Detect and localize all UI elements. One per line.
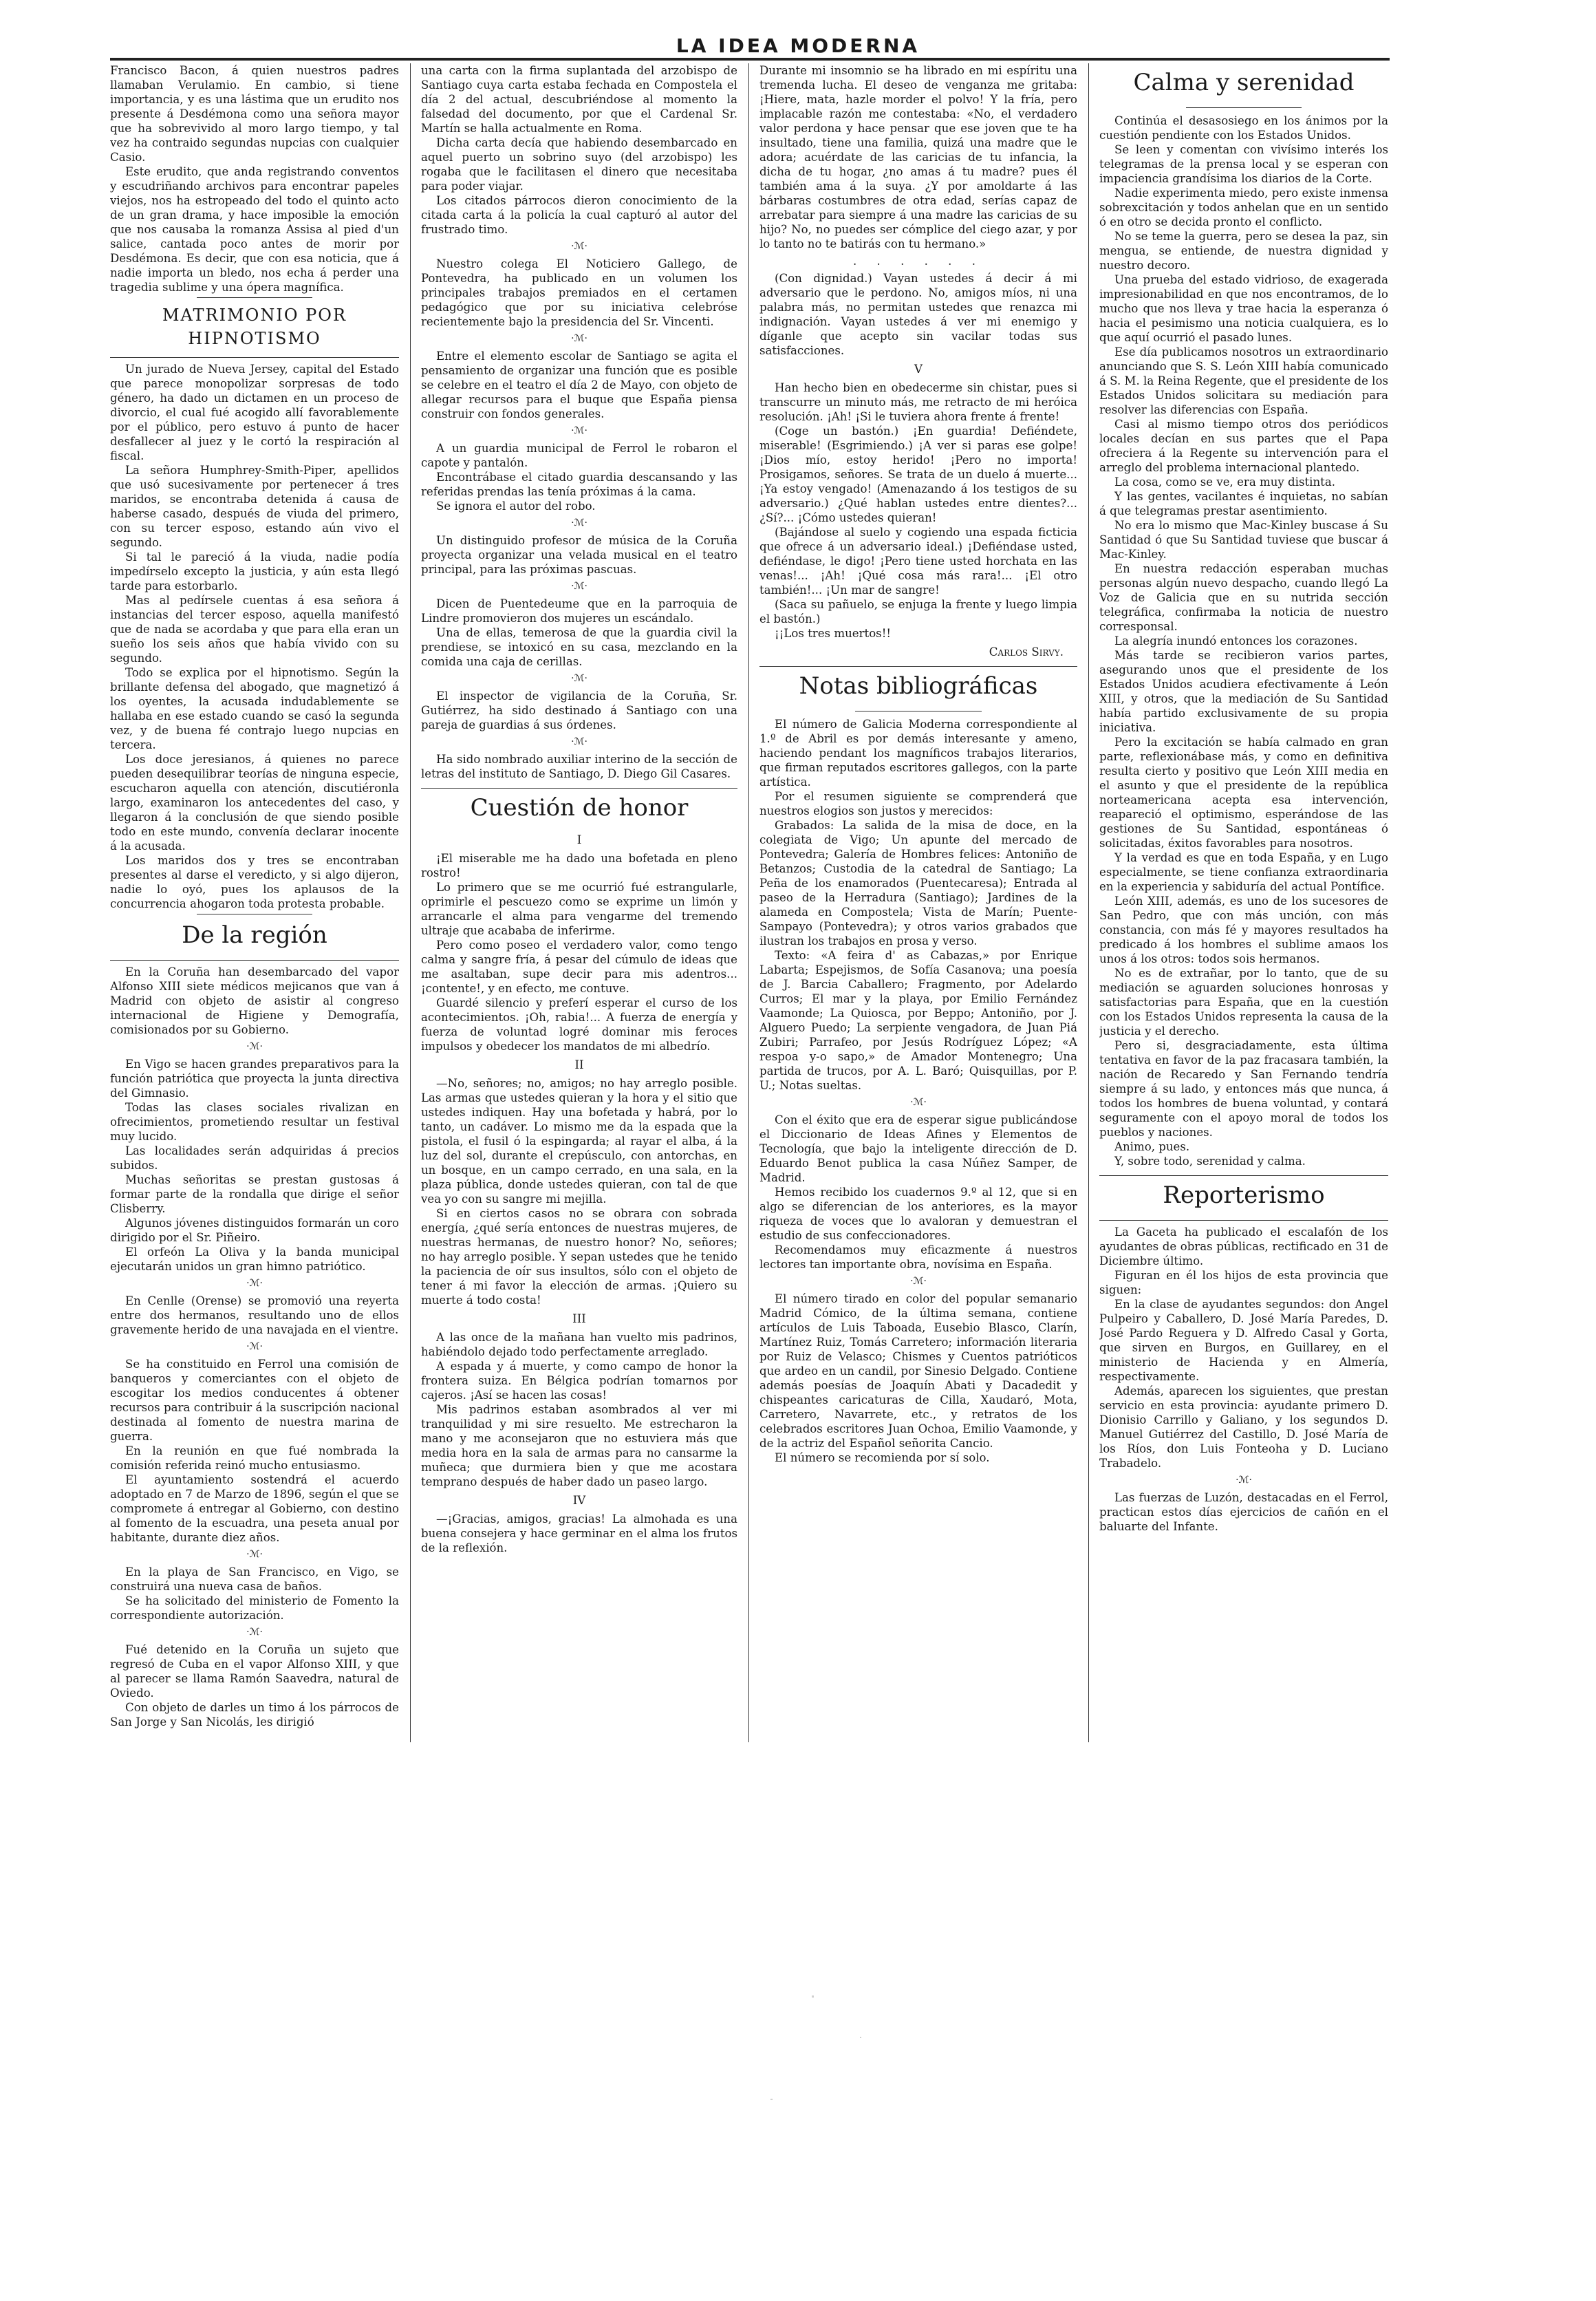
scan-speck [812,1995,814,1998]
paragraph: Han hecho bien en obedecerme sin chistar, pues si transcurre un minuto más, me retracto de mi heróica resolución. ¡Ah! ¡Si le tuviera ahora frente á frente! [759,381,1077,423]
paragraph: Muchas señoritas se prestan gustosas á formar parte de la rondalla que dirige el señor Clisberry. [110,1173,399,1215]
paragraph: Todas las clases sociales rivalizan en ofrecimientos, prometiendo resultar un festival muy lucido. [110,1101,399,1143]
paragraph: Durante mi insomnio se ha librado en mi espíritu una tremenda lucha. El deseo de venganza me gritaba: ¡Hiere, mata, hazle morder el polvo! Y la fría, pero implacable razón me contestaba: «No, el verdadero valor perdona y hace pensar que ese joven que te ha insultado, tiene una familia, quizá una madre que le adora; acuérdate de las caricias de tu infancia, la dicha de tu hogar, ¿no amas á tu madre? pues él también ama á la suya. ¿Y por amoldarte á las bárbaras costumbres de otra edad, serías capaz de arrebatar para siempre á una madre las caricias de su hijo? No, no puedes ser cómplice del ciego azar, y por lo tanto no te batirás con tu hermano.» [759,64,1077,250]
paragraph: Lo primero que se me ocurrió fué estrangularle, oprimirle el pescuezo como se exprime un limón y arrancarle el alma para vengarme del tremendo ultraje que acababa de inferirme. [421,881,737,937]
paragraph: No se teme la guerra, pero se desea la paz, sin mengua, se entiende, de nuestra dignidad y nuestro decoro. [1099,230,1388,272]
paragraph: Algunos jóvenes distinguidos formarán un coro dirigido por el Sr. Piñeiro. [110,1217,399,1244]
paragraph: Los doce jeresianos, á quienes no parece pueden desequilibrar teorías de ninguna especie, escucharon aquella con atención, discutiéronla largo, examinaron los antecedentes del caso, y llegaron á la conclusión de que siendo posible todo en este mundo, convenía declarar inocente á la acusada. [110,753,399,853]
paragraph: Ese día publicamos nosotros un extraordinario anunciando que S. S. León XIII había comunicado á S. M. la Reina Regente, que el presidente de los Estados Unidos solicitara su mediación para resolver las diferencias con España. [1099,345,1388,416]
paragraph: Un distinguido profesor de música de la Coruña proyecta organizar una velada musical en el teatro principal, para las próximas pascuas. [421,534,737,576]
paragraph: En la reunión en que fué nombrada la comisión referida reinó mucho entusiasmo. [110,1444,399,1472]
paragraph: En Cenlle (Orense) se promovió una reyerta entre dos hermanos, resultando uno de ellos gravemente herido de una navajada en el vientre. [110,1294,399,1336]
paragraph: Pero la excitación se había calmado en gran parte, reflexionábase más, y como en definitiva resulta cierto y positivo que León XIII media en el asunto y que el presidente de la república norteamericana acepta esa intervención, reapareció el optimismo, esperándose de las gestiones de Su Santidad, espontáneas ó solicitadas, éxitos favorables para nosotros. [1099,736,1388,850]
paragraph: una carta con la firma suplantada del arzobispo de Santiago cuya carta estaba fechada en Compostela el día 2 del actual, descubriéndose al momento la falsedad del documento, por que el Cardenal Sr. Martín se halla actualmente en Roma. [421,64,737,135]
paragraph: —¡Gracias, amigos, gracias! La almohada es una buena consejera y hace germinar en el alma los frutos de la reflexión. [421,1512,737,1554]
paragraph: Fué detenido en la Coruña un sujeto que regresó de Cuba en el vapor Alfonso XIII, y que al parecer se llama Ramón Saavedra, natural de Oviedo. [110,1643,399,1700]
ornament: ·ℳ· [1236,1475,1252,1486]
paragraph: Casi al mismo tiempo otros dos periódicos locales decían en sus partes que el Papa ofreciera á la Regente su intervención para el arreglo del problema internacional plantedo. [1099,418,1388,474]
ornament: ·ℳ· [571,333,587,344]
section-rule [759,666,1077,667]
paragraph: Nadie experimenta miedo, pero existe inmensa sobrexcitación y todos anhelan que en un sentido ó en otro se decida pronto el conflicto. [1099,186,1388,228]
section-rule [110,960,399,961]
ornament: ·ℳ· [571,425,587,436]
paragraph: Entre el elemento escolar de Santiago se agita el pensamiento de organizar una función que es posible se celebre en el teatro el día 2 de Mayo, con objeto de allegar recursos para el buque que España piensa construir con fondos generales. [421,350,737,420]
paragraph: Este erudito, que anda registrando conventos y escudriñando archivos para encontrar papeles viejos, nos ha estropeado del todo el quinto acto de un gran drama, y hace imposible la emoción que nos causaba la romanza Assisa al pied d'un salice, cantada poco antes de morir por Desdémona. Es decir, que con esa noticia, que á nadie importa un bledo, nos echa á perder una tragedia sublime y una ópera magnífica. [110,165,399,294]
paragraph: En la clase de ayudantes segundos: don Angel Pulpeiro y Caballero, D. José María Paredes, D. José Pardo Reguera y D. Alfredo Casal y Gorta, que sirven en Burgos, en Guillarey, en el ministerio de Hacienda y en Almería, respectivamente. [1099,1298,1388,1383]
paragraph: Mis padrinos estaban asombrados al ver mi tranquilidad y mi sire resuelto. Me estrecharon la mano y me aconsejaron que no estuviera más que media hora en la sala de armas para no cansarme la muñeca; que durmiera bien y que me acostara temprano después de haber dado un paseo largo. [421,1403,737,1488]
paragraph: Figuran en él los hijos de esta provincia que siguen: [1099,1269,1388,1296]
paragraph: En la playa de San Francisco, en Vigo, se construirá una nueva casa de baños. [110,1565,399,1593]
paragraph: —No, señores; no, amigos; no hay arreglo posible. Las armas que ustedes quieran y la hora y el sitio que ustedes indiquen. Hay una bofetada y habrá, por lo tanto, un cadáver. Lo mismo me da la espada que la pistola, el fusil ó la espingarda; al rayar el alba, á la luz del sol, durante el crepúsculo, con antorchas, en un bosque, en un campo cerrado, en una sala, en la plaza pública, donde ustedes quieran, con tal de que vea yo con su sangre mi mejilla. [421,1077,737,1206]
paragraph: En la Coruña han desembarcado del vapor Alfonso XIII siete médicos mejicanos que van á Madrid con objeto de asistir al congreso internacional de Higiene y Demografía, comisionados por su Gobierno. [110,965,399,1036]
paragraph: Recomendamos muy eficazmente á nuestros lectores tan importante obra, novísima en España. [759,1243,1077,1271]
paragraph: Nuestro colega El Noticiero Gallego, de Pontevedra, ha publicado en un volumen los principales trabajos premiados en el certamen pedagógico que por su iniciativa celebróse recientemente bajo la presidencia del Sr. Vincenti. [421,257,737,328]
ornament: ·ℳ· [246,1278,263,1289]
column-1 [110,63,399,1742]
section-number: IV [572,1494,586,1507]
paragraph: A espada y á muerte, y como campo de honor la frontera suiza. En Bélgica podrían tomarnos por cajeros. ¡Así se hacen las cosas! [421,1360,737,1402]
paragraph: Se ha solicitado del ministerio de Fomento la correspondiente autorización. [110,1594,399,1622]
paragraph: El número de Galicia Moderna correspondiente al 1.º de Abril es por demás interesante y ameno, haciendo pendant los magníficos trabajos literarios, que firman reputados escritores gallegos, con la parte artística. [759,718,1077,789]
column-separator [410,63,411,1742]
paragraph: El inspector de vigilancia de la Coruña, Sr. Gutiérrez, ha sido destinado á Santiago con una pareja de guardias á sus órdenes. [421,689,737,731]
section-rule [421,788,737,789]
section-rule [1099,1175,1388,1176]
paragraph: Se ignora el autor del robo. [436,500,596,513]
paragraph: Texto: «A feira d' as Cabazas,» por Enrique Labarta; Espejismos, de Sofía Casanova; una poesía de J. Barcia Caballero; Fragmento, por Adelardo Curros; El mar y la playa, por Emilio Fernández Vaamonde; La Quiosca, por Beppo; Antoniño, por J. Alguero Puedo; La serpiente vengadora, de Juan Piá Zubiri; Parrafeo, por Jesús Rodríguez López; «A respoa y-o sapo,» de Amador Montenegro; Una partida de trucos, por A. L. Baró; Quisquillas, por P. U.; Notas sueltas. [759,949,1077,1092]
paragraph: Si en ciertos casos no se obrara con sobrada energía, ¿qué sería entonces de nuestras mujeres, de nuestras hermanas, de nuestro honor? No, señores; no hay arreglo posible. Y sepan ustedes que he tenido la paciencia de oír sus insultos, sólo con el objeto de tener á mi favor la elección de armas. ¡Quiero su muerte á todo costa! [421,1207,737,1307]
section-rule [1186,107,1302,108]
ornament: ·ℳ· [910,1097,927,1108]
paragraph: Animo, pues. [1114,1140,1190,1153]
paragraph: Las fuerzas de Luzón, destacadas en el Ferrol, practican estos días ejercicios de cañón en el baluarte del Infante. [1099,1491,1388,1533]
masthead-title: LA IDEA MODERNA [676,34,920,57]
ornament: ·ℳ· [246,1041,263,1052]
paragraph: Se ha constituido en Ferrol una comisión de banqueros y comerciantes con el objeto de escogitar los medios conducentes á obtener recursos para contribuir á la suscripción nacional destinada al fomento de nuestra marina de guerra. [110,1358,399,1443]
paragraph: A las once de la mañana han vuelto mis padrinos, habiéndolo dejado todo perfectamente arreglado. [421,1331,737,1358]
ornament: ·ℳ· [910,1276,927,1287]
column-separator [748,63,749,1742]
paragraph: Más tarde se recibieron varios partes, asegurando unos que el presidente de los Estados Unidos acudiera efectivamente á León XIII, y otros, que la mediación de Su Santidad había partido exclusivamente de su propia iniciativa. [1099,649,1388,734]
heading-de-la-region: De la región [182,921,327,949]
ornament: ·ℳ· [246,1549,263,1560]
scan-speck [860,2037,861,2038]
paragraph: Guardé silencio y preferí esperar el curso de los acontecimientos. ¡Oh, rabia!... A fuerza de energía y fuerza de voluntad logré dominar mis feroces impulsos y obedecer los mandatos de mi albedrío. [421,996,737,1053]
section-rule [197,297,312,298]
paragraph: Francisco Bacon, á quien nuestros padres llamaban Verulamio. En cambio, si tiene importancia, y es una lástima que un erudito nos presente á Desdémona como una señora mayor que ha sobrevivido al moro largo tiempo, y tal vez ha contraido segundas nupcias con cualquier Casio. [110,64,399,164]
paragraph: El ayuntamiento sostendrá el acuerdo adoptado en 7 de Marzo de 1896, según el que se compromete á entregar al Gobierno, con destino al fomento de la escuadra, una peseta anual por habitante, durante diez años. [110,1473,399,1544]
paragraph: Con el éxito que era de esperar sigue publicándose el Diccionario de Ideas Afines y Elementos de Tecnología, que bajo la inteligente dirección de D. Eduardo Benot publica la casa Núñez Samper, de Madrid. [759,1113,1077,1184]
column-separator [1088,63,1089,1742]
paragraph: Pero como poseo el verdadero valor, como tengo calma y sangre fría, á pesar del cúmulo de ideas que me asaltaban, supe decir para mis adentros... ¡contente!, y en efecto, me contuve. [421,939,737,995]
heading-calma-y-serenidad: Calma y serenidad [1133,69,1355,96]
paragraph: Todo se explica por el hipnotismo. Según la brillante defensa del abogado, que magnetizó á los oyentes, la acusada indudablemente se hallaba en ese estado cuando se casó la segunda vez, y de buena fé contrajo luego nupcias en tercera. [110,666,399,751]
section-rule [110,357,399,358]
paragraph: Dicen de Puentedeume que en la parroquia de Lindre promovieron dos mujeres un escándalo. [421,597,737,625]
ornament: ·ℳ· [571,581,587,592]
ornament: ·ℳ· [571,736,587,747]
ornament: ·ℳ· [246,1341,263,1352]
column-2 [421,63,737,1742]
paragraph: Continúa el desasosiego en los ánimos por la cuestión pendiente con los Estados Unidos. [1099,114,1388,142]
paragraph: Pero si, desgraciadamente, esta última tentativa en favor de la paz fracasara también, la nación de Recaredo y San Fernando tendría siempre á su lado, y entonces más que nunca, á todos los hombres de buena voluntad, y contará seguramente con el apoyo moral de todos los pueblos y naciones. [1099,1039,1388,1139]
paragraph: El número tirado en color del popular semanario Madrid Cómico, de la última semana, contiene artículos de Luis Taboada, Eusebio Blasco, Clarín, Martínez Ruiz, Tomás Carretero; información literaria por Ruiz de Velasco; Chismes y Cuentos patrióticos que ardeo en un candil, por Sinesio Delgado. Contiene además poesías de Joaquín Abati y Dacadedit y chispeantes caricaturas de Cilla, Xaudaró, Mota, Carretero, Navarrete, etc., y retratos de los celebrados escritores Juan Ochoa, Emilio Vaamonde, y de la actriz del Español señorita Cancio. [759,1292,1077,1450]
paragraph: El número se recomienda por sí solo. [775,1451,990,1464]
paragraph: En Vigo se hacen grandes preparativos para la función patriótica que proyecta la junta directiva del Gimnasio. [110,1058,399,1100]
ellipsis-row: . . . . . . [852,255,984,268]
paragraph: Con objeto de darles un timo á los párrocos de San Jorge y San Nicolás, les dirigió [110,1701,399,1729]
section-number: II [574,1058,584,1071]
paragraph: (Bajándose al suelo y cogiendo una espada ficticia que ofrece á un adversario ideal.) ¡Defiéndase usted, defiéndase, le digo! ¡Pero tiene usted horchata en las venas!... ¡Ah! ¡Qué cosa más rara!... ¡El otro también!... ¡Un mar de sangre! [759,526,1077,597]
paragraph: Y las gentes, vacilantes é inquietas, no sabían á que telegramas prestar asentimiento. [1099,490,1388,517]
paragraph: En nuestra redacción esperaban muchas personas algún nuevo despacho, cuando llegó La Voz de Galicia que en su nutrida sección telegráfica, confirmaba la noticia de nuestro corresponsal. [1099,562,1388,633]
masthead-rule [110,58,1390,61]
paragraph: La señora Humphrey-Smith-Piper, apellidos que usó sucesivamente por pertenecer á tres maridos, se encontraba detenida á causa de haberse casado, después de viuda del primero, con su tercer esposo, estando aún vivo el segundo. [110,464,399,549]
paragraph: La alegría inundó entonces los corazones. [1114,634,1358,648]
paragraph: Y, sobre todo, serenidad y calma. [1114,1155,1306,1168]
author-signature: Carlos Sirvy. [989,645,1064,659]
paragraph: León XIII, además, es uno de los sucesores de San Pedro, que con más unción, con más constancia, con más fé y mayores resultados ha predicado á los hombres el sublime amaos los unos á los otros: todos sois hermanos. [1099,895,1388,965]
paragraph: Dicha carta decía que habiendo desembarcado en aquel puerto un sobrino suyo (del arzobispo) les rogaba que le facilitasen el dinero que necesitaba para poder viajar. [421,136,737,193]
paragraph: Un jurado de Nueva Jersey, capital del Estado que parece monopolizar sorpresas de todo género, ha dado un dictamen en un proceso de divorcio, el cual fué acogido allí favorablemente por el público, pero estuvo á punto de hacer desfallecer al juez y le cortó la respiración al fiscal. [110,363,399,462]
paragraph: (Con dignidad.) Vayan ustedes á decir á mi adversario que le perdono. No, amigos míos, ni una palabra más, no permitan ustedes que renazca mi indignación. Vayan ustedes á ver mi enemigo y díganle que acepto sin vacilar todas sus satisfacciones. [759,272,1077,357]
paragraph: Los maridos dos y tres se encontraban presentes al darse el veredicto, y si algo dijeron, nadie lo oyó, pues los aplausos de la concurrencia ahogaron toda protesta probable. [110,854,399,910]
ornament: ·ℳ· [571,241,587,252]
column-4 [1099,63,1388,1742]
paragraph: Encontrábase el citado guardia descansando y las referidas prendas las tenía próximas á la cama. [421,471,737,498]
paragraph: Ha sido nombrado auxiliar interino de la sección de letras del instituto de Santiago, D. Diego Gil Casares. [421,753,737,780]
paragraph: Por el resumen siguiente se comprenderá que nuestros elogios son justos y merecidos: [759,790,1077,817]
paragraph: Una de ellas, temerosa de que la guardia civil la prendiese, se intoxicó en su casa, mezclando en la comida una caja de cerillas. [421,626,737,668]
heading-notas-bibliograficas: Notas bibliográficas [799,672,1038,700]
paragraph: El orfeón La Oliva y la banda municipal ejecutarán unidos un gran himno patriótico. [110,1245,399,1273]
section-number: I [576,833,582,846]
scan-speck [770,2099,773,2100]
paragraph: Se leen y comentan con vivísimo interés los telegramas de la prensa local y se esperan con impaciencia grandísima los diarios de la Corte. [1099,143,1388,185]
paragraph: ¡El miserable me ha dado una bofetada en pleno rostro! [421,852,737,879]
paragraph: (Saca su pañuelo, se enjuga la frente y luego limpia el bastón.) [759,598,1077,625]
paragraph: (Coge un bastón.) ¡En guardia! Defiéndete, miserable! (Esgrimiendo.) ¡A ver si paras ese golpe! ¡Dios mío, estoy herido! ¡Pero no importa! Prosigamos, señores. Se trata de un duelo á muerte... ¡Ya estoy vengado! (Amenazando á los testigos de su adversario.) ¿Qué hablan ustedes entre dientes?... ¿Sí?... ¡Cómo ustedes quieran! [759,425,1077,524]
paragraph: Mas al pedírsele cuentas á esa señora á instancias del tercer esposo, aquella manifestó que de nada se acordaba y que para ella eran un sueño los seis años que había vivido con su segundo. [110,594,399,665]
paragraph: La cosa, como se ve, era muy distinta. [1114,475,1336,489]
ornament: ·ℳ· [571,673,587,684]
heading-reporterismo: Reporterismo [1163,1181,1325,1209]
paragraph: Si tal le pareció á la viuda, nadie podía impedírselo excepto la justicia, y aún esta llegó tarde para estorbarlo. [110,550,399,592]
paragraph: Los citados párrocos dieron conocimiento de la citada carta á la policía la cual capturó al autor del frustrado timo. [421,194,737,236]
heading-cuestion-de-honor: Cuestión de honor [470,794,689,822]
paragraph: A un guardia municipal de Ferrol le robaron el capote y pantalón. [421,442,737,469]
paragraph: Y la verdad es que en toda España, y en Lugo especialmente, se tiene confianza extraordinaria en la experiencia y sabiduría del actual Pontífice. [1099,851,1388,893]
paragraph: Hemos recibido los cuadernos 9.º al 12, que si en algo se diferencian de los anteriores, es la mayor riqueza de voces que lo avaloran y demuestran el estudio de sus confeccionadores. [759,1186,1077,1242]
paragraph: Las localidades serán adquiridas á precios subidos. [110,1144,399,1172]
section-number: III [572,1312,586,1325]
paragraph: Además, aparecen los siguientes, que prestan servicio en esta provincia: ayudante primero D. Dionisio Carrillo y Galiano, y los segundos D. Manuel Gutiérrez del Castillo, D. José María de los Ríos, don Luis Fonteoha y D. Luciano Trabadelo. [1099,1384,1388,1470]
paragraph: Una prueba del estado vidrioso, de exagerada impresionabilidad en que nos encontramos, de lo mucho que nos lleva y trae hacia la esperanza ó hacia el pesimismo una noticia cualquiera, es lo que aquí ocurrió el pasado lunes. [1099,273,1388,344]
paragraph: ¡¡Los tres muertos!! [775,627,892,640]
paragraph: No era lo mismo que Mac-Kinley buscase á Su Santidad ó que Su Santidad tuviese que buscar á Mac-Kinley. [1099,519,1388,561]
section-rule [1099,1220,1388,1221]
section-number: V [914,363,923,376]
column-3 [759,63,1077,1742]
ornament: ·ℳ· [571,517,587,528]
paragraph: La Gaceta ha publicado el escalafón de los ayudantes de obras públicas, rectificado en 31 de Diciembre último. [1099,1226,1388,1267]
ornament: ·ℳ· [246,1627,263,1638]
paragraph: Grabados: La salida de la misa de doce, en la colegiata de Vigo; Un apunte del mercado de Pontevedra; Galería de Hombres felices: Antoniño de Betanzos; Custodia de la catedral de Santiago; La Peña de los enamorados (Puentecaresa); Entrada al paseo de la Herradura (Santiago); Jardines de la alameda en Compostela; Vista de Marín; Puente-Sampayo (Pontevedra); y otros varios grabados que ilustran los trabajos en prosa y verso. [759,819,1077,948]
paragraph: No es de extrañar, por lo tanto, que de su mediación se aguarden soluciones honrosas y satisfactorias para España, que en la cuestión con los Estados Unidos representa la causa de la justicia y el derecho. [1099,967,1388,1038]
heading-matrimonio-hipnotismo: MATRIMONIO POR HIPNOTISMO [162,306,347,348]
